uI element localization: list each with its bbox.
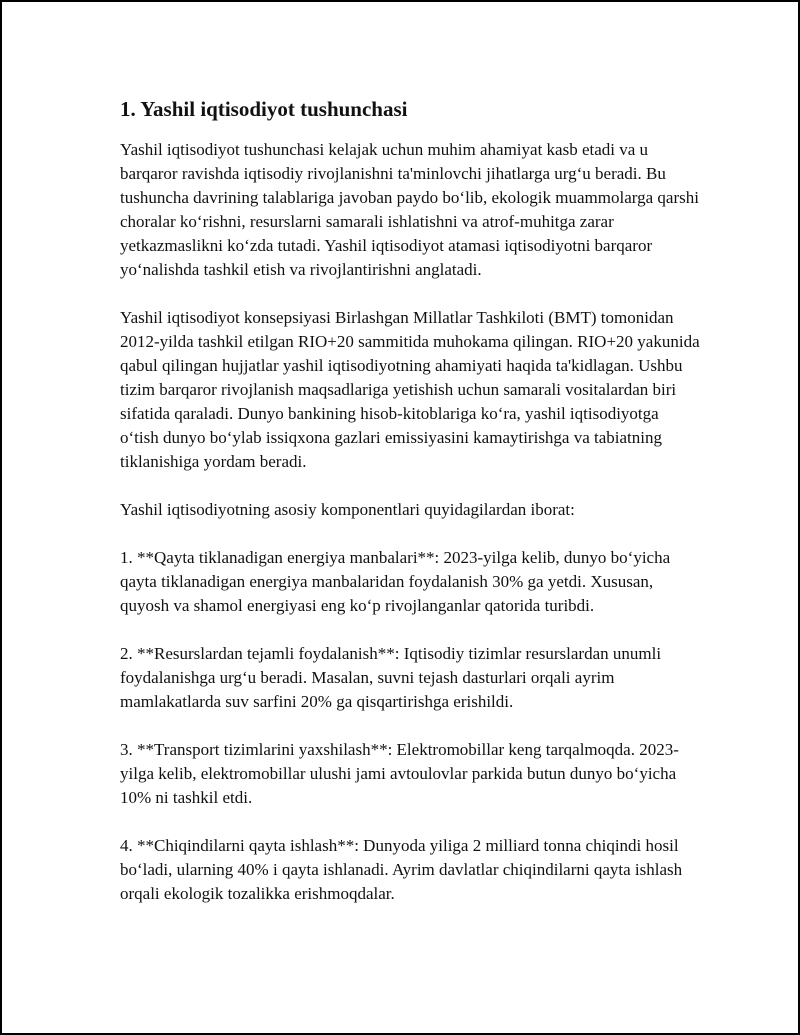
component-item-2: 2. **Resurslardan tejamli foydalanish**: Iqtisodiy tizimlar resurslardan unumli foydalanishga urg‘u beradi. Masalan, suvni tejash dasturlari orqali ayrim mamlakatlarda suv sarfini 20% ga qisqartirishga erishildi.: [120, 644, 662, 711]
component-item-4: 4. **Chiqindilarni qayta ishlash**: Dunyoda yiliga 2 milliard tonna chiqindi hosil bo‘ladi, ularning 40% i qayta ishlanadi. Ayrim davlatlar chiqindilarni qayta ishlash orqali ekologik tozalikka erishmoqdalar.: [120, 836, 683, 903]
components-intro-paragraph: Yashil iqtisodiyotning asosiy komponentlari quyidagilardan iborat:: [120, 500, 575, 519]
intro-paragraph: Yashil iqtisodiyot tushunchasi kelajak uchun muhim ahamiyat kasb etadi va u barqaror ravishda iqtisodiy rivojlanishni ta'minlovchi jihatlarga urg‘u beradi. Bu tushuncha davrining talablariga javoban paydo bo‘lib, ekologik muammolarga qarshi choralar ko‘rishni, resurslarni samarali ishlatishni va atrof-muhitga zarar yetkazmaslikni ko‘zda tutadi. Yashil iqtisodiyot atamasi iqtisodiyotni barqaror yo‘nalishda tashkil etish va rivojlantirishni anglatadi.: [120, 140, 699, 279]
section-heading: 1. Yashil iqtisodiyot tushunchasi: [120, 97, 408, 121]
component-item-3: 3. **Transport tizimlarini yaxshilash**: Elektromobillar keng tarqalmoqda. 2023-yilga kelib, elektromobillar ulushi jami avtoulovlar parkida butun dunyo bo‘yicha 10% ni tashkil etdi.: [120, 740, 679, 807]
component-item-1: 1. **Qayta tiklanadigan energiya manbalari**: 2023-yilga kelib, dunyo bo‘yicha qayta tiklanadigan energiya manbalaridan foydalanish 30% ga yetdi. Xususan, quyosh va shamol energiyasi eng ko‘p rivojlanganlar qatorida turibdi.: [120, 548, 671, 615]
concept-paragraph: Yashil iqtisodiyot konsepsiyasi Birlashgan Millatlar Tashkiloti (BMT) tomonidan 2012-yilda tashkil etilgan RIO+20 sammitida muhokama qilingan. RIO+20 yakunida qabul qilingan hujjatlar yashil iqtisodiyotning ahamiyati haqida ta'kidlagan. Ushbu tizim barqaror rivojlanish maqsadlariga yetishish uchun samarali vositalardan biri sifatida qaraladi. Dunyo bankining hisob-kitoblariga ko‘ra, yashil iqtisodiyotga o‘tish dunyo bo‘ylab issiqxona gazlari emissiyasini kamaytirishga va tabiatning tiklanishiga yordam beradi.: [120, 308, 700, 471]
document-body: [120, 94, 700, 906]
